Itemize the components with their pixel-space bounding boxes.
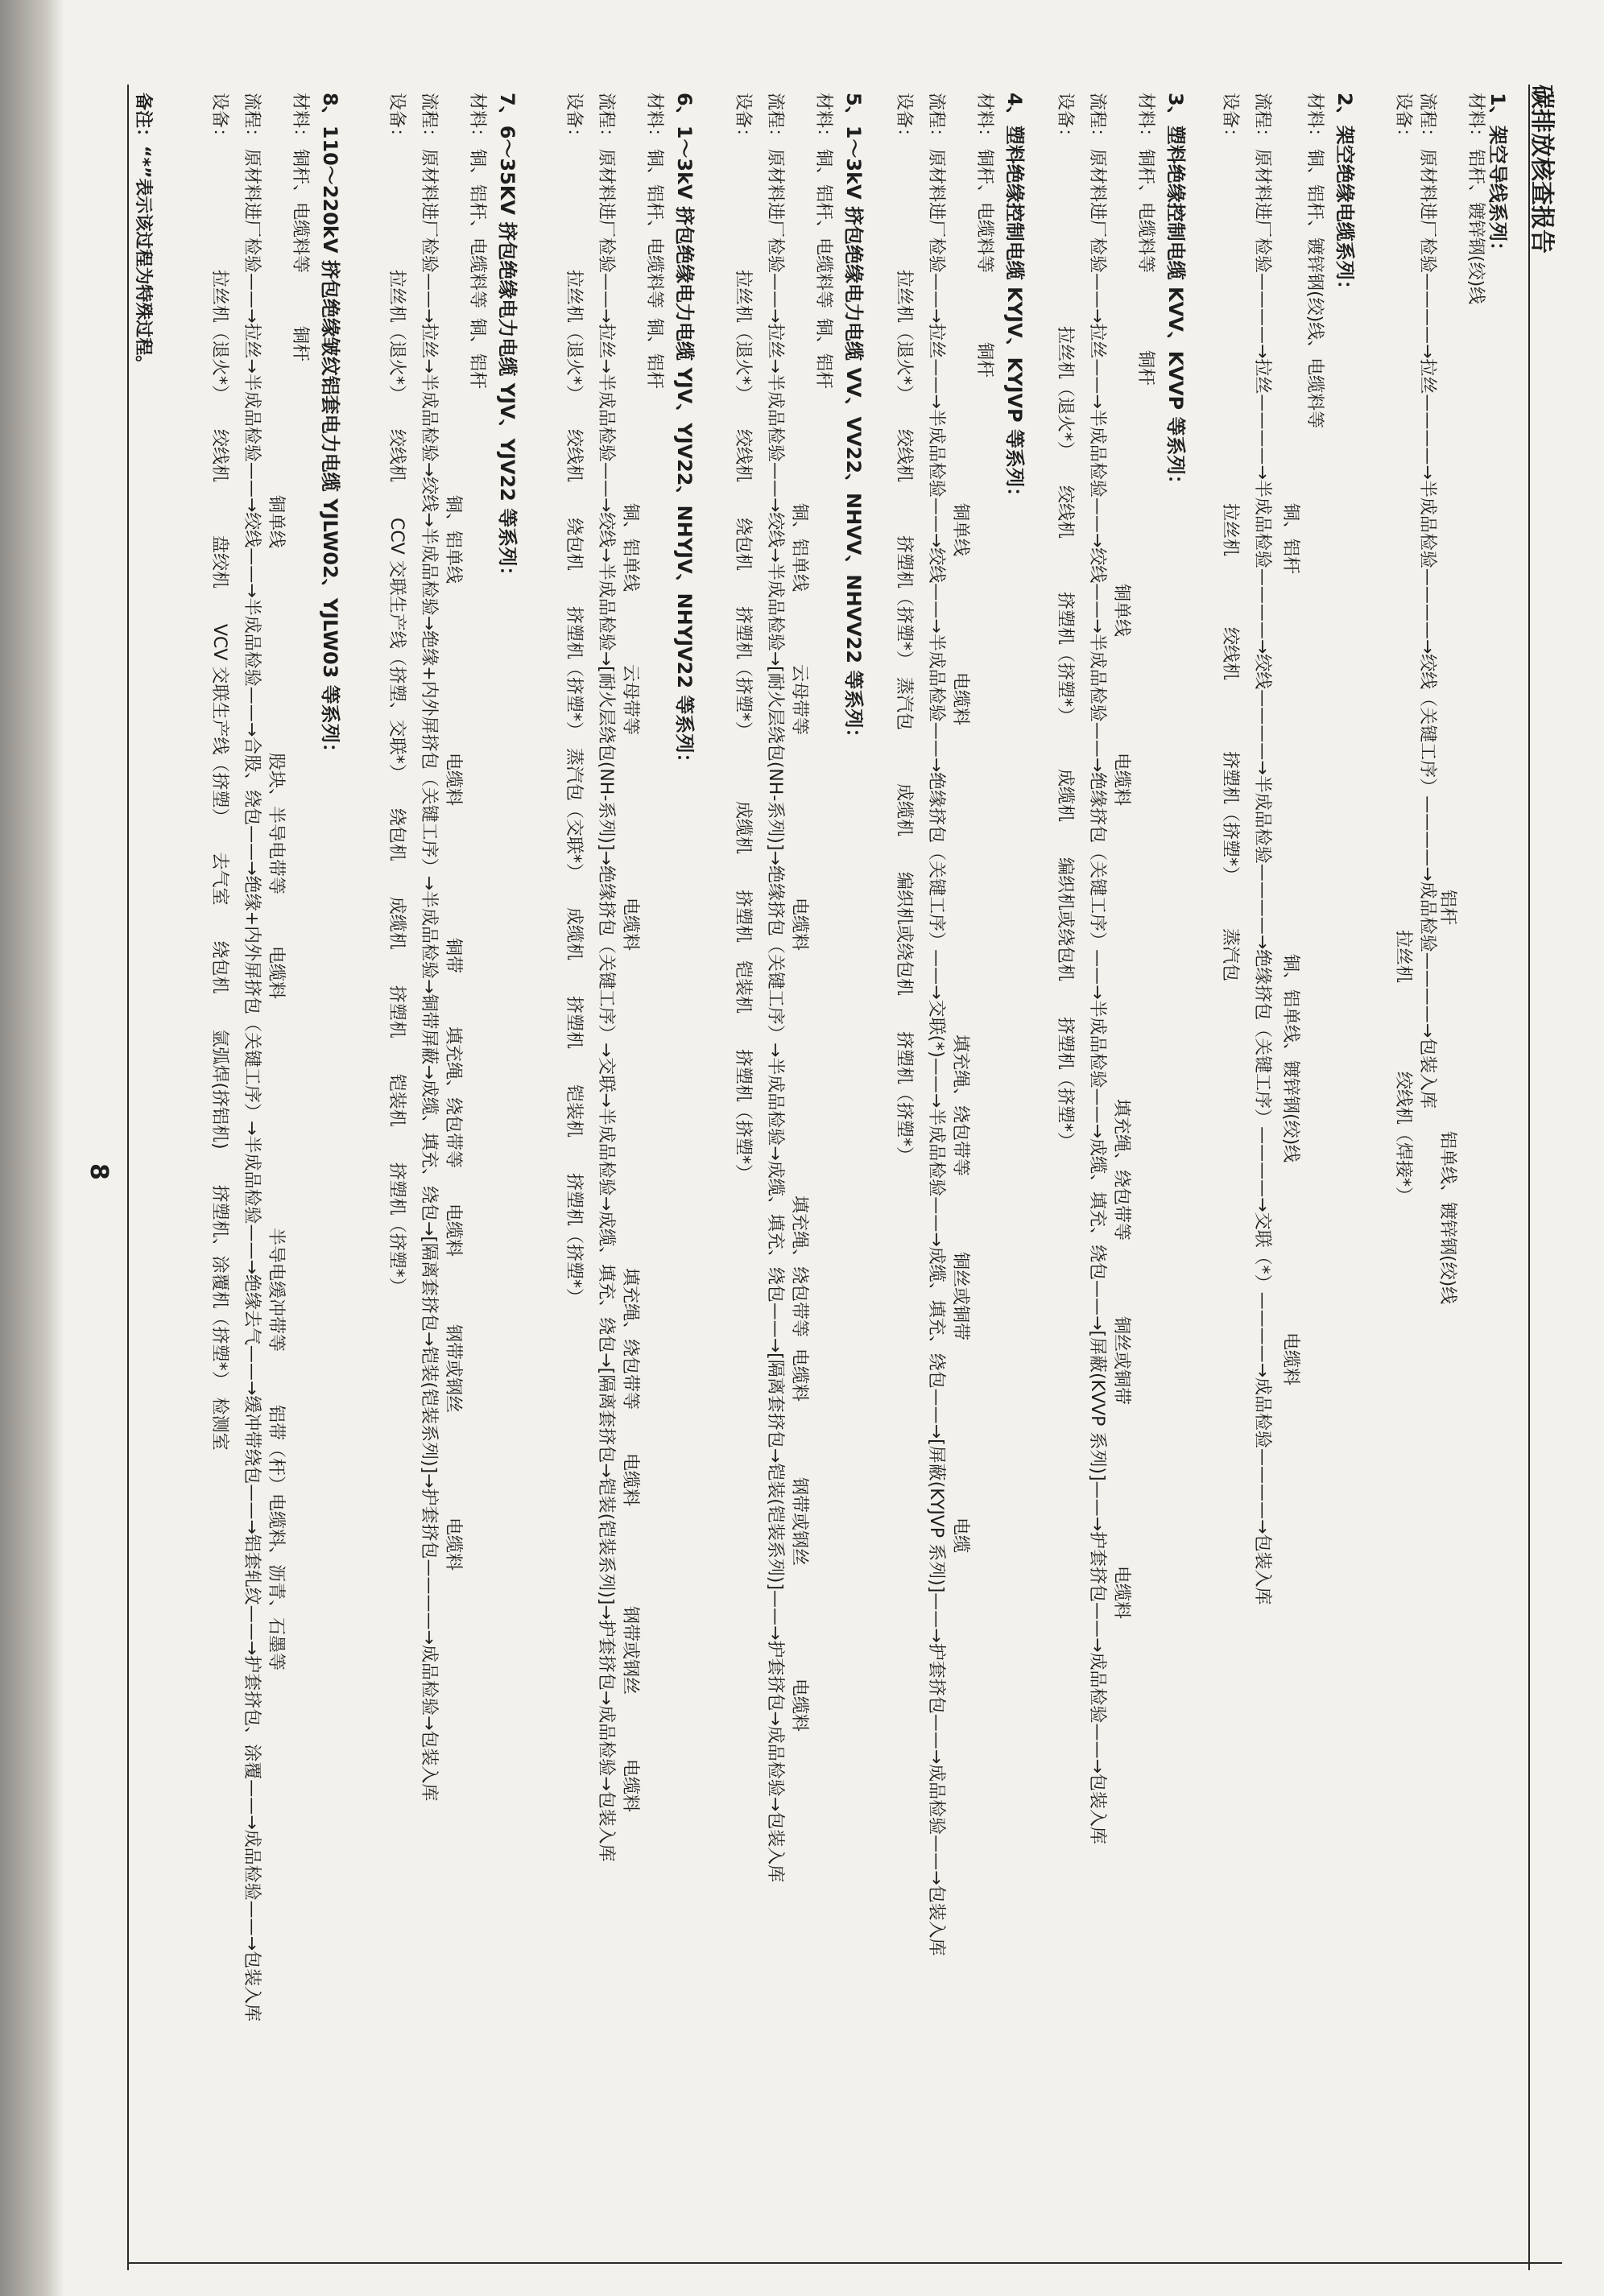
- section-5-equipment: 拉丝机（退火*） 绞线机 绕包机 挤塑机（挤塑*） 成缆机 挤塑机 铠装机 挤塑机（挤塑*）: [733, 270, 753, 1183]
- section-2-equipment-label: 设备：: [1220, 93, 1240, 147]
- section-1-over-2: 铝单线、镀锌钢(绞)线: [1437, 1131, 1457, 1305]
- section-3-material-label: 材料：: [1135, 93, 1155, 147]
- section-8-over-3: 股块、半导电带等: [266, 753, 286, 895]
- section-7-over-7: 钢带或钢丝: [443, 1324, 463, 1414]
- section-7-over-1: 铜、铝杆: [467, 318, 487, 390]
- section-5-flow: 原材料进厂检验——→拉丝→半成品检验——→绞线→半成品检验→[耐火层绕包(NH-系列)]→绝缘挤包（关键工序）→半成品检验→成缆、填充、绕包——→[隔离套挤包→铠装(铠装系列)]——→护套挤包→成品检验→包装入库: [765, 149, 785, 1883]
- section-7-over-5: 填充绳、绕包带等: [443, 1026, 463, 1169]
- section-1-equipment: 拉丝机 绞线机（焊接*）: [1393, 930, 1413, 1205]
- section-4-over-4: 填充绳、绕包带等: [950, 1034, 970, 1177]
- section-8-title: 8、110～220kV 挤包绝缘皱纹铝套电力电缆 YJLW02、YJLW03 等系列：: [319, 93, 341, 762]
- section-6-over-2: 铜、铝单线: [620, 503, 640, 593]
- section-8-over-4: 电缆料: [266, 946, 286, 1000]
- section-6-over-7: 钢带或钢丝: [620, 1606, 640, 1695]
- section-6-equipment: 拉丝机（退火*） 绞线机 绕包机 挤塑机（挤塑*） 蒸汽包（交联*） 成缆机 挤塑机 铠装机 挤塑机（挤塑*）: [564, 270, 584, 1307]
- section-4-flow: 原材料进厂检验——→拉丝——→半成品检验——→绞线——→半成品检验——→绝缘挤包（关键工序）——→交联(*)——→半成品检验——→成缆、填充、绕包——→[屏蔽(KYJVP 系列)]——→护套挤包——→成品检验——→包装入库: [926, 149, 946, 1956]
- section-1-material-label: 材料：: [1466, 93, 1486, 147]
- section-4-over-5: 铜丝或铜带: [950, 1252, 970, 1341]
- section-3-over-4: 填充绳、绕包带等: [1111, 1099, 1131, 1241]
- section-5-material-label: 材料：: [813, 93, 833, 147]
- binding-shadow: [0, 0, 64, 2296]
- section-7-flow-label: 流程：: [419, 93, 439, 147]
- section-4-material-label: 材料：: [974, 93, 994, 147]
- section-6-over-1: 铜、铝杆: [644, 318, 664, 390]
- section-5-title: 5、1～3kV 挤包绝缘电力电缆 VV、VV22、NHVV、NHVV22 等系列：: [842, 93, 865, 748]
- section-6-over-5: 填充绳、绕包带等: [620, 1268, 640, 1410]
- section-4-equipment: 拉丝机（退火*） 绞线机 挤塑机（挤塑*） 蒸汽包 成缆机 编织机或绕包机 挤塑机（挤塑*）: [894, 270, 914, 1165]
- page-number: 8: [85, 1163, 113, 1180]
- section-7-over-4: 铜带: [443, 938, 463, 974]
- section-6-over-6: 电缆料: [620, 1453, 640, 1507]
- section-2-equipment: 拉丝机 绞线机 挤塑机（挤塑*） 蒸汽包: [1220, 503, 1240, 982]
- section-3-over-6: 电缆料: [1111, 1566, 1131, 1620]
- section-2-material: 铜、铝杆、镀锌钢(绞)线、电缆料等: [1304, 149, 1325, 429]
- section-3-title: 3、塑料绝缘控制电缆 KVV、KVVP 等系列：: [1164, 93, 1187, 494]
- section-4-over-3: 电缆料: [950, 672, 970, 726]
- section-3-over-1: 铜杆: [1135, 350, 1155, 386]
- section-3-over-5: 铜丝或铜带: [1111, 1316, 1131, 1406]
- section-1-flow: 原材料进厂检验————→拉丝————→半成品检验————→绞线（关键工序）————→成品检验————→包装入库: [1417, 149, 1437, 1109]
- section-7-over-3: 电缆料: [443, 753, 463, 807]
- section-2-flow-label: 流程：: [1252, 93, 1272, 147]
- right-frame-line: [129, 2262, 1562, 2264]
- section-5-over-6: 电缆料: [789, 1348, 809, 1402]
- section-8-material: 铜杆、电缆料等: [290, 149, 310, 274]
- section-4-flow-label: 流程：: [926, 93, 946, 147]
- section-1-over-1: 铝杆: [1437, 890, 1457, 926]
- section-3-flow-label: 流程：: [1087, 93, 1107, 147]
- section-4-over-1: 铜杆: [974, 342, 994, 378]
- section-6-flow: 原材料进厂检验——→拉丝→半成品检验——→绞线→半成品检验→[耐火层绕包(NH-系列)]→绝缘挤包（关键工序）→交联→半成品检验→成缆、填充、绕包→[隔离套挤包→铠装(铠装系列)]→护套挤包→成品检验→包装入库: [596, 149, 616, 1862]
- section-7-material-label: 材料：: [467, 93, 487, 147]
- section-8-equipment-label: 设备：: [209, 93, 229, 147]
- section-6-flow-label: 流程：: [596, 93, 616, 147]
- section-1-flow-label: 流程：: [1417, 93, 1437, 147]
- section-6-title: 6、1～3kV 挤包绝缘电力电缆 YJV、YJV22、NHYJV、NHYJV22 等系列：: [673, 93, 696, 773]
- section-5-over-3: 云母带等: [789, 664, 809, 736]
- section-5-equipment-label: 设备：: [733, 93, 753, 147]
- footnote: 备注：“*”表示该过程为特殊过程。: [133, 93, 153, 374]
- section-8-flow: 原材料进厂检验——→拉丝→半成品检验——→绞线——→半成品检验——→合股、绕包——→绝缘+内外屏挤包（关键工序）→半成品检验——→绝缘去气——→缓冲带绕包——→铝套轧纹——→护套挤包、涂覆——→成品检验——→包装入库: [242, 149, 262, 2022]
- section-7-equipment-label: 设备：: [387, 93, 407, 147]
- section-6-over-3: 云母带等: [620, 664, 640, 736]
- section-7-over-8: 电缆料: [443, 1518, 463, 1571]
- section-3-material: 铜杆、电缆料等: [1135, 149, 1155, 274]
- section-5-over-2: 铜、铝单线: [789, 503, 809, 593]
- section-8-over-1: 铜杆: [290, 326, 310, 362]
- section-8-material-label: 材料：: [290, 93, 310, 147]
- section-3-over-2: 铜单线: [1111, 584, 1131, 638]
- section-4-equipment-label: 设备：: [894, 93, 914, 147]
- section-7-over-2: 铜、铝单线: [443, 495, 463, 584]
- section-6-over-8: 电缆料: [620, 1759, 640, 1813]
- section-6-material-label: 材料：: [644, 93, 664, 147]
- section-7-flow: 原材料进厂检验——→拉丝→半成品检验→绞线→半成品检验→绝缘+内外屏挤包（关键工序）→半成品检验→铜带屏蔽→成缆、填充、绕包→[隔离套挤包→铠装(铠装系列)]→护套挤包————→成品检验→包装入库: [419, 149, 439, 1802]
- section-5-material: 铜、铝杆、电缆料等: [813, 149, 833, 309]
- section-7-equipment: 拉丝机（退火*） 绞线机 CCV 交联生产线（挤塑、交联*） 绕包机 成缆机 挤塑机 铠装机 挤塑机（挤塑*）: [387, 270, 407, 1295]
- section-6-material: 铜、铝杆、电缆料等: [644, 149, 664, 309]
- section-7-over-6: 电缆料: [443, 1204, 463, 1257]
- section-6-over-4: 电缆料: [620, 898, 640, 952]
- section-2-flow: 原材料进厂检验————→拉丝————→半成品检验————→绞线————→半成品检验————→绝缘挤包（关键工序）————→交联（*）————→成品检验————→包装入库: [1252, 149, 1272, 1605]
- section-4-title: 4、塑料绝缘控制电缆 KYJV、KYJVP 等系列：: [1003, 93, 1026, 506]
- section-2-over-2: 铜、铝单线、镀锌钢(绞)线: [1280, 954, 1300, 1163]
- section-8-over-7: 电缆料、沥青、石墨等: [266, 1493, 286, 1671]
- section-4-over-6: 电缆: [950, 1518, 970, 1554]
- section-1-title: 1、架空导线系列：: [1486, 93, 1509, 261]
- section-7-title: 7、6～35KV 挤包绝缘电力电缆 YJV、YJV22 等系列：: [496, 93, 519, 586]
- section-8-equipment: 拉丝机（退火*） 绞线机 盘绞机 VCV 交联生产线（挤塑） 去气室 绕包机 氩弧焊(挤铝机) 挤塑机、涂覆机（挤塑*） 检测室: [209, 270, 229, 1451]
- section-5-over-4: 电缆料: [789, 898, 809, 952]
- section-1-material: 铝杆、镀锌钢(绞)线: [1466, 149, 1486, 305]
- section-4-over-2: 铜单线: [950, 503, 970, 557]
- section-5-over-1: 铜、铝杆: [813, 318, 833, 390]
- section-8-over-6: 铝带（杆）: [266, 1405, 286, 1494]
- section-7-material: 铜、铝杆、电缆料等: [467, 149, 487, 309]
- section-2-material-label: 材料：: [1304, 93, 1325, 147]
- section-8-over-2: 铜单线: [266, 495, 286, 549]
- section-5-over-5: 填充绳、绕包带等: [789, 1195, 809, 1338]
- header-rule: [1528, 85, 1530, 2270]
- section-3-equipment-label: 设备：: [1055, 93, 1075, 147]
- bottom-rule: [127, 85, 129, 2270]
- section-5-flow-label: 流程：: [765, 93, 785, 147]
- section-1-equipment-label: 设备：: [1393, 93, 1413, 147]
- section-4-material: 铜杆、电缆料等: [974, 149, 994, 274]
- section-2-title: 2、架空绝缘电缆系列：: [1333, 93, 1356, 299]
- section-6-equipment-label: 设备：: [564, 93, 584, 147]
- section-2-over-1: 铜、铝杆: [1280, 503, 1300, 575]
- section-2-over-3: 电缆料: [1280, 1332, 1300, 1386]
- rotated-document: [81, 85, 1562, 2282]
- section-5-over-8: 电缆料: [789, 1679, 809, 1732]
- section-3-flow: 原材料进厂检验——→拉丝——→半成品检验——→绞线——→半成品检验——→绝缘挤包（关键工序）——→半成品检验——→成缆、填充、绕包——→[屏蔽(KVVP 系列)]——→护套挤包——→成品检验——→包装入库: [1087, 149, 1107, 1844]
- report-header: 碳排放核查报告: [1528, 85, 1556, 254]
- section-3-equipment: 拉丝机（退火*） 绞线机 挤塑机（挤塑*） 成缆机 编织机或绕包机 挤塑机（挤塑*）: [1055, 326, 1075, 1150]
- section-8-over-5: 半导电缓冲带等: [266, 1228, 286, 1352]
- section-3-over-3: 电缆料: [1111, 753, 1131, 807]
- section-8-flow-label: 流程：: [242, 93, 262, 147]
- section-5-over-7: 钢带或钢丝: [789, 1477, 809, 1567]
